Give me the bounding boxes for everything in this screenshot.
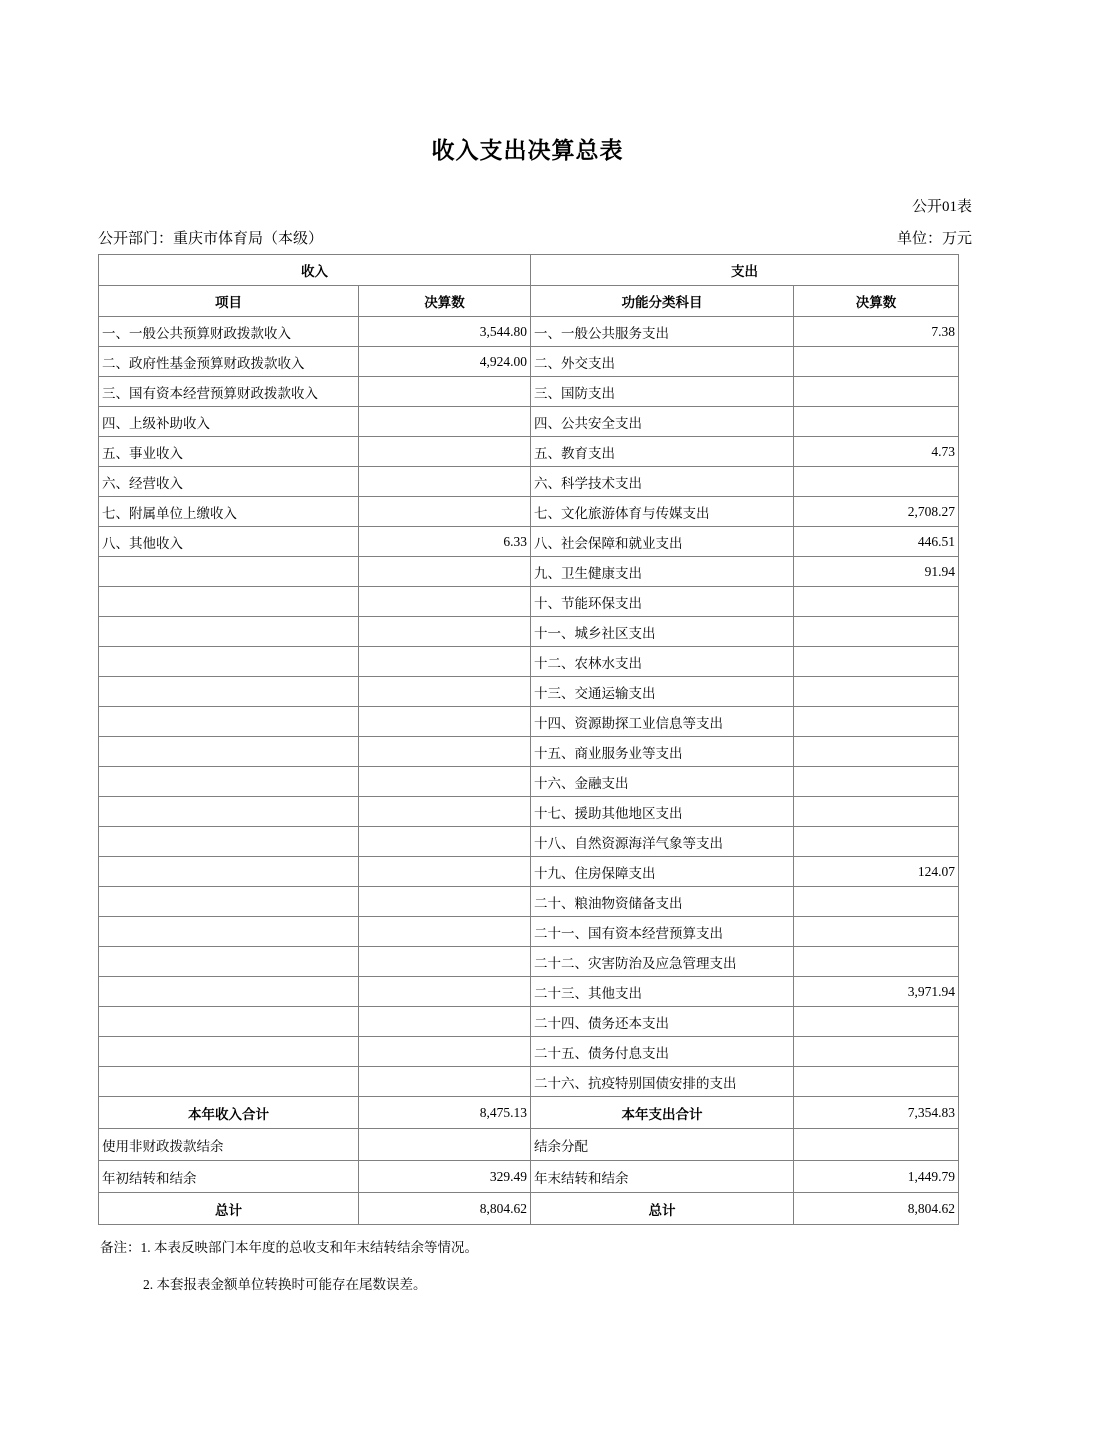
table-row	[99, 977, 959, 1007]
expenditure-amount-cell	[794, 347, 959, 377]
expenditure-amount-cell: 91.94	[794, 557, 959, 587]
income-item-cell	[99, 827, 359, 857]
expenditure-amount-cell	[794, 917, 959, 947]
expenditure-item-cell: 二十一、国有资本经营预算支出	[531, 917, 794, 947]
income-item-cell: 六、经营收入	[99, 467, 359, 497]
expenditure-item-cell: 二十四、债务还本支出	[531, 1007, 794, 1037]
expenditure-amount-cell	[794, 1007, 959, 1037]
meta-row	[98, 227, 972, 248]
expenditure-amount-cell	[794, 947, 959, 977]
expenditure-item-cell: 三、国防支出	[531, 377, 794, 407]
expenditure-item-header: 功能分类科目	[531, 286, 794, 317]
notes	[100, 1236, 1105, 1293]
income-amount-cell: 3,544.80	[359, 317, 531, 347]
expenditure-amount-cell	[794, 647, 959, 677]
income-item-cell: 五、事业收入	[99, 437, 359, 467]
expenditure-amount-cell: 446.51	[794, 527, 959, 557]
expenditure-amount-header: 决算数	[794, 286, 959, 317]
expenditure-item-cell: 八、社会保障和就业支出	[531, 527, 794, 557]
expenditure-item-cell: 二十五、债务付息支出	[531, 1037, 794, 1067]
expenditure-amount-cell: 7,354.83	[794, 1097, 959, 1129]
income-amount-cell	[359, 737, 531, 767]
expenditure-item-cell: 二十六、抗疫特别国债安排的支出	[531, 1067, 794, 1097]
section-header-row	[99, 255, 959, 286]
unit-label: 单位：万元	[896, 231, 972, 247]
income-item-cell	[99, 947, 359, 977]
income-amount-cell: 8,475.13	[359, 1097, 531, 1129]
income-amount-cell	[359, 677, 531, 707]
table-row	[99, 677, 959, 707]
income-item-cell	[99, 857, 359, 887]
expenditure-amount-cell	[794, 407, 959, 437]
expenditure-amount-cell	[794, 707, 959, 737]
table-row	[99, 407, 959, 437]
expenditure-amount-cell	[794, 1129, 959, 1161]
expenditure-item-cell: 十六、金融支出	[531, 767, 794, 797]
income-item-cell: 使用非财政拨款结余	[99, 1129, 359, 1161]
expenditure-item-cell: 十九、住房保障支出	[531, 857, 794, 887]
expenditure-item-cell: 结余分配	[531, 1129, 794, 1161]
income-item-cell	[99, 647, 359, 677]
income-amount-cell	[359, 857, 531, 887]
table-row	[99, 767, 959, 797]
table-row	[99, 527, 959, 557]
income-item-cell	[99, 767, 359, 797]
expenditure-section-header: 支出	[531, 255, 959, 286]
income-amount-cell	[359, 1067, 531, 1097]
expenditure-amount-cell: 7.38	[794, 317, 959, 347]
expenditure-item-cell: 十三、交通运输支出	[531, 677, 794, 707]
income-amount-cell	[359, 707, 531, 737]
income-amount-cell	[359, 557, 531, 587]
expenditure-item-cell: 十、节能环保支出	[531, 587, 794, 617]
income-amount-cell	[359, 377, 531, 407]
expenditure-amount-cell	[794, 617, 959, 647]
expenditure-amount-cell: 3,971.94	[794, 977, 959, 1007]
income-amount-cell: 329.49	[359, 1161, 531, 1193]
table-row	[99, 797, 959, 827]
table-footer	[99, 1097, 959, 1225]
table-row	[99, 737, 959, 767]
income-item-cell	[99, 677, 359, 707]
expenditure-item-cell: 一、一般公共服务支出	[531, 317, 794, 347]
income-item-cell	[99, 737, 359, 767]
table-row	[99, 317, 959, 347]
income-amount-cell	[359, 767, 531, 797]
expenditure-amount-cell	[794, 737, 959, 767]
column-header-row	[99, 286, 959, 317]
income-amount-cell	[359, 797, 531, 827]
expenditure-amount-cell: 124.07	[794, 857, 959, 887]
income-item-cell	[99, 587, 359, 617]
expenditure-item-cell: 年末结转和结余	[531, 1161, 794, 1193]
table-row	[99, 707, 959, 737]
income-item-cell	[99, 1007, 359, 1037]
table-row	[99, 377, 959, 407]
expenditure-amount-cell	[794, 587, 959, 617]
table-footer-row	[99, 1161, 959, 1193]
table-head	[99, 255, 959, 317]
expenditure-item-cell: 十四、资源勘探工业信息等支出	[531, 707, 794, 737]
expenditure-amount-cell	[794, 767, 959, 797]
page-title: 收入支出决算总表	[431, 137, 624, 163]
income-amount-cell: 8,804.62	[359, 1193, 531, 1225]
income-item-cell	[99, 917, 359, 947]
table-row	[99, 557, 959, 587]
income-item-cell	[99, 977, 359, 1007]
income-item-cell	[99, 707, 359, 737]
income-amount-cell	[359, 887, 531, 917]
expenditure-item-cell: 十五、商业服务业等支出	[531, 737, 794, 767]
table-row	[99, 947, 959, 977]
table-row	[99, 857, 959, 887]
income-item-cell: 总计	[99, 1193, 359, 1225]
income-item-cell: 本年收入合计	[99, 1097, 359, 1129]
expenditure-item-cell: 二、外交支出	[531, 347, 794, 377]
expenditure-item-cell: 六、科学技术支出	[531, 467, 794, 497]
income-item-cell	[99, 557, 359, 587]
table-row	[99, 347, 959, 377]
income-amount-cell	[359, 947, 531, 977]
income-amount-cell	[359, 497, 531, 527]
income-item-cell: 年初结转和结余	[99, 1161, 359, 1193]
note-line-1: 备注：1. 本表反映部门本年度的总收支和年末结转结余等情况。	[100, 1240, 478, 1255]
income-amount-cell	[359, 647, 531, 677]
table-row	[99, 1037, 959, 1067]
income-amount-cell: 4,924.00	[359, 347, 531, 377]
expenditure-item-cell: 十七、援助其他地区支出	[531, 797, 794, 827]
income-item-cell	[99, 1037, 359, 1067]
income-item-cell	[99, 797, 359, 827]
income-item-cell	[99, 887, 359, 917]
expenditure-item-cell: 总计	[531, 1193, 794, 1225]
income-amount-cell	[359, 1129, 531, 1161]
income-amount-header: 决算数	[359, 286, 531, 317]
expenditure-amount-cell: 2,708.27	[794, 497, 959, 527]
budget-summary-table	[98, 254, 959, 1225]
table-body	[99, 317, 959, 1097]
expenditure-amount-cell	[794, 827, 959, 857]
table-row	[99, 917, 959, 947]
income-amount-cell: 6.33	[359, 527, 531, 557]
income-amount-cell	[359, 407, 531, 437]
income-amount-cell	[359, 917, 531, 947]
income-item-cell	[99, 1067, 359, 1097]
expenditure-item-cell: 九、卫生健康支出	[531, 557, 794, 587]
table-row	[99, 467, 959, 497]
expenditure-amount-cell: 1,449.79	[794, 1161, 959, 1193]
income-section-header: 收入	[99, 255, 531, 286]
income-item-cell: 七、附属单位上缴收入	[99, 497, 359, 527]
expenditure-amount-cell: 8,804.62	[794, 1193, 959, 1225]
expenditure-item-cell: 二十二、灾害防治及应急管理支出	[531, 947, 794, 977]
income-item-cell: 二、政府性基金预算财政拨款收入	[99, 347, 359, 377]
table-row	[99, 587, 959, 617]
expenditure-amount-cell	[794, 1037, 959, 1067]
table-row	[99, 497, 959, 527]
table-row	[99, 437, 959, 467]
income-item-cell: 三、国有资本经营预算财政拨款收入	[99, 377, 359, 407]
expenditure-amount-cell	[794, 677, 959, 707]
table-footer-row	[99, 1129, 959, 1161]
income-amount-cell	[359, 467, 531, 497]
expenditure-item-cell: 七、文化旅游体育与传媒支出	[531, 497, 794, 527]
table-row	[99, 617, 959, 647]
income-amount-cell	[359, 977, 531, 1007]
table-row	[99, 1067, 959, 1097]
expenditure-item-cell: 五、教育支出	[531, 437, 794, 467]
department-label: 公开部门：重庆市体育局（本级）	[98, 231, 324, 247]
expenditure-item-cell: 四、公共安全支出	[531, 407, 794, 437]
income-amount-cell	[359, 617, 531, 647]
expenditure-amount-cell	[794, 377, 959, 407]
table-row	[99, 827, 959, 857]
table-row	[99, 1007, 959, 1037]
table-footer-row	[99, 1097, 959, 1129]
expenditure-item-cell: 本年支出合计	[531, 1097, 794, 1129]
income-amount-cell	[359, 1007, 531, 1037]
income-item-cell	[99, 617, 359, 647]
expenditure-item-cell: 十八、自然资源海洋气象等支出	[531, 827, 794, 857]
expenditure-amount-cell	[794, 467, 959, 497]
income-amount-cell	[359, 587, 531, 617]
expenditure-amount-cell: 4.73	[794, 437, 959, 467]
income-item-header: 项目	[99, 286, 359, 317]
expenditure-item-cell: 十一、城乡社区支出	[531, 617, 794, 647]
table-code: 公开01表	[911, 199, 972, 215]
table-footer-row	[99, 1193, 959, 1225]
expenditure-item-cell: 二十、粮油物资储备支出	[531, 887, 794, 917]
expenditure-item-cell: 二十三、其他支出	[531, 977, 794, 1007]
income-item-cell: 一、一般公共预算财政拨款收入	[99, 317, 359, 347]
income-item-cell: 八、其他收入	[99, 527, 359, 557]
income-amount-cell	[359, 437, 531, 467]
expenditure-item-cell: 十二、农林水支出	[531, 647, 794, 677]
note-line-2: 2. 本套报表金额单位转换时可能存在尾数误差。	[143, 1277, 427, 1292]
expenditure-amount-cell	[794, 1067, 959, 1097]
expenditure-amount-cell	[794, 887, 959, 917]
income-amount-cell	[359, 1037, 531, 1067]
income-item-cell: 四、上级补助收入	[99, 407, 359, 437]
income-amount-cell	[359, 827, 531, 857]
table-row	[99, 647, 959, 677]
table-row	[99, 887, 959, 917]
expenditure-amount-cell	[794, 797, 959, 827]
